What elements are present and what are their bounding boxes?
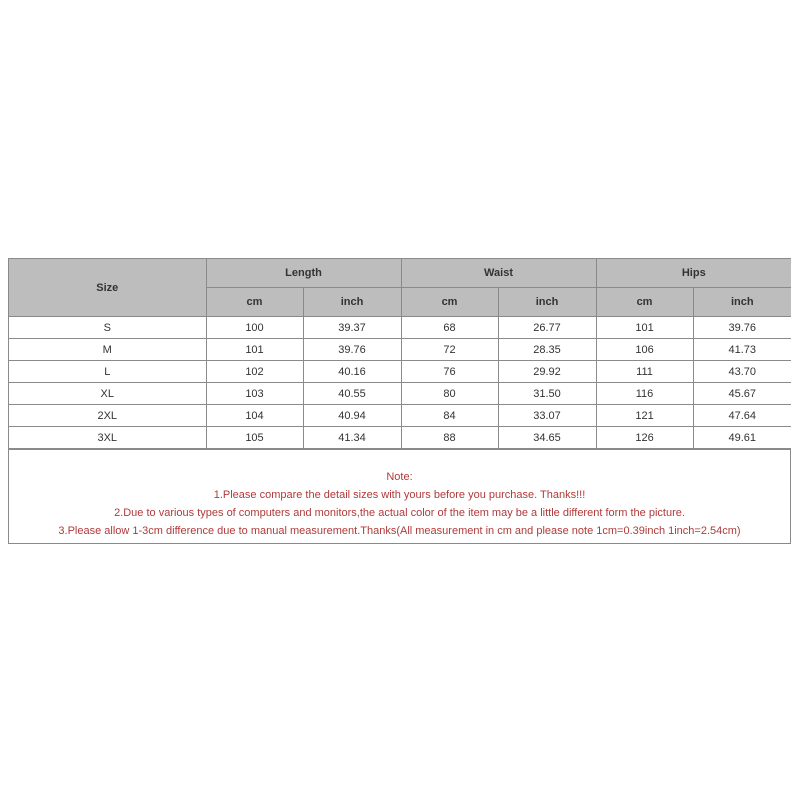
- table-row: [9, 339, 791, 361]
- table-cell: 104: [206, 405, 303, 427]
- table-row: [9, 383, 791, 405]
- length-group-header: Length: [206, 259, 401, 288]
- unit-header: cm: [596, 288, 693, 317]
- table-row: [9, 361, 791, 383]
- unit-header: cm: [206, 288, 303, 317]
- unit-header: cm: [401, 288, 498, 317]
- table-cell: 41.73: [693, 339, 791, 361]
- note-line-3: 3.Please allow 1-3cm difference due to manual measurement.Thanks(All measurement in cm and please note 1cm=0.39inch 1inch=2.54cm): [58, 525, 741, 537]
- hips-group-header: Hips: [596, 259, 791, 288]
- table-cell: 40.55: [303, 383, 401, 405]
- table-cell: 39.37: [303, 317, 401, 339]
- size-cell: XL: [9, 383, 206, 405]
- table-cell: 103: [206, 383, 303, 405]
- table-cell: 31.50: [498, 383, 596, 405]
- table-cell: 40.16: [303, 361, 401, 383]
- size-cell: L: [9, 361, 206, 383]
- table-cell: 29.92: [498, 361, 596, 383]
- table-cell: 76: [401, 361, 498, 383]
- table-cell: 33.07: [498, 405, 596, 427]
- size-column-header: Size: [9, 259, 206, 317]
- table-cell: 39.76: [693, 317, 791, 339]
- table-row: [9, 405, 791, 427]
- table-cell: 84: [401, 405, 498, 427]
- table-cell: 88: [401, 427, 498, 449]
- table-cell: 41.34: [303, 427, 401, 449]
- note-line-2: 2.Due to various types of computers and monitors,the actual color of the item may be a little different form the picture.: [114, 507, 685, 519]
- size-cell: S: [9, 317, 206, 339]
- table-cell: 34.65: [498, 427, 596, 449]
- waist-group-header: Waist: [401, 259, 596, 288]
- table-row: [9, 427, 791, 449]
- table-cell: 72: [401, 339, 498, 361]
- size-cell: 2XL: [9, 405, 206, 427]
- table-cell: 102: [206, 361, 303, 383]
- table-cell: 26.77: [498, 317, 596, 339]
- table-row: [9, 317, 791, 339]
- size-chart: [8, 258, 791, 544]
- note-title: Note:: [386, 471, 413, 483]
- table-cell: 47.64: [693, 405, 791, 427]
- table-cell: 111: [596, 361, 693, 383]
- table-cell: 80: [401, 383, 498, 405]
- table-cell: 49.61: [693, 427, 791, 449]
- table-cell: 40.94: [303, 405, 401, 427]
- table-cell: 101: [596, 317, 693, 339]
- table-cell: 121: [596, 405, 693, 427]
- table-cell: 39.76: [303, 339, 401, 361]
- unit-header: inch: [498, 288, 596, 317]
- table-cell: 68: [401, 317, 498, 339]
- table-cell: 126: [596, 427, 693, 449]
- table-cell: 106: [596, 339, 693, 361]
- size-table: [9, 259, 791, 449]
- table-cell: 43.70: [693, 361, 791, 383]
- table-cell: 116: [596, 383, 693, 405]
- size-cell: M: [9, 339, 206, 361]
- table-cell: 105: [206, 427, 303, 449]
- table-cell: 45.67: [693, 383, 791, 405]
- table-cell: 28.35: [498, 339, 596, 361]
- unit-header: inch: [693, 288, 791, 317]
- table-cell: 100: [206, 317, 303, 339]
- table-cell: 101: [206, 339, 303, 361]
- size-cell: 3XL: [9, 427, 206, 449]
- unit-header: inch: [303, 288, 401, 317]
- note-section: [9, 449, 790, 543]
- note-line-1: 1.Please compare the detail sizes with yours before you purchase. Thanks!!!: [213, 489, 586, 501]
